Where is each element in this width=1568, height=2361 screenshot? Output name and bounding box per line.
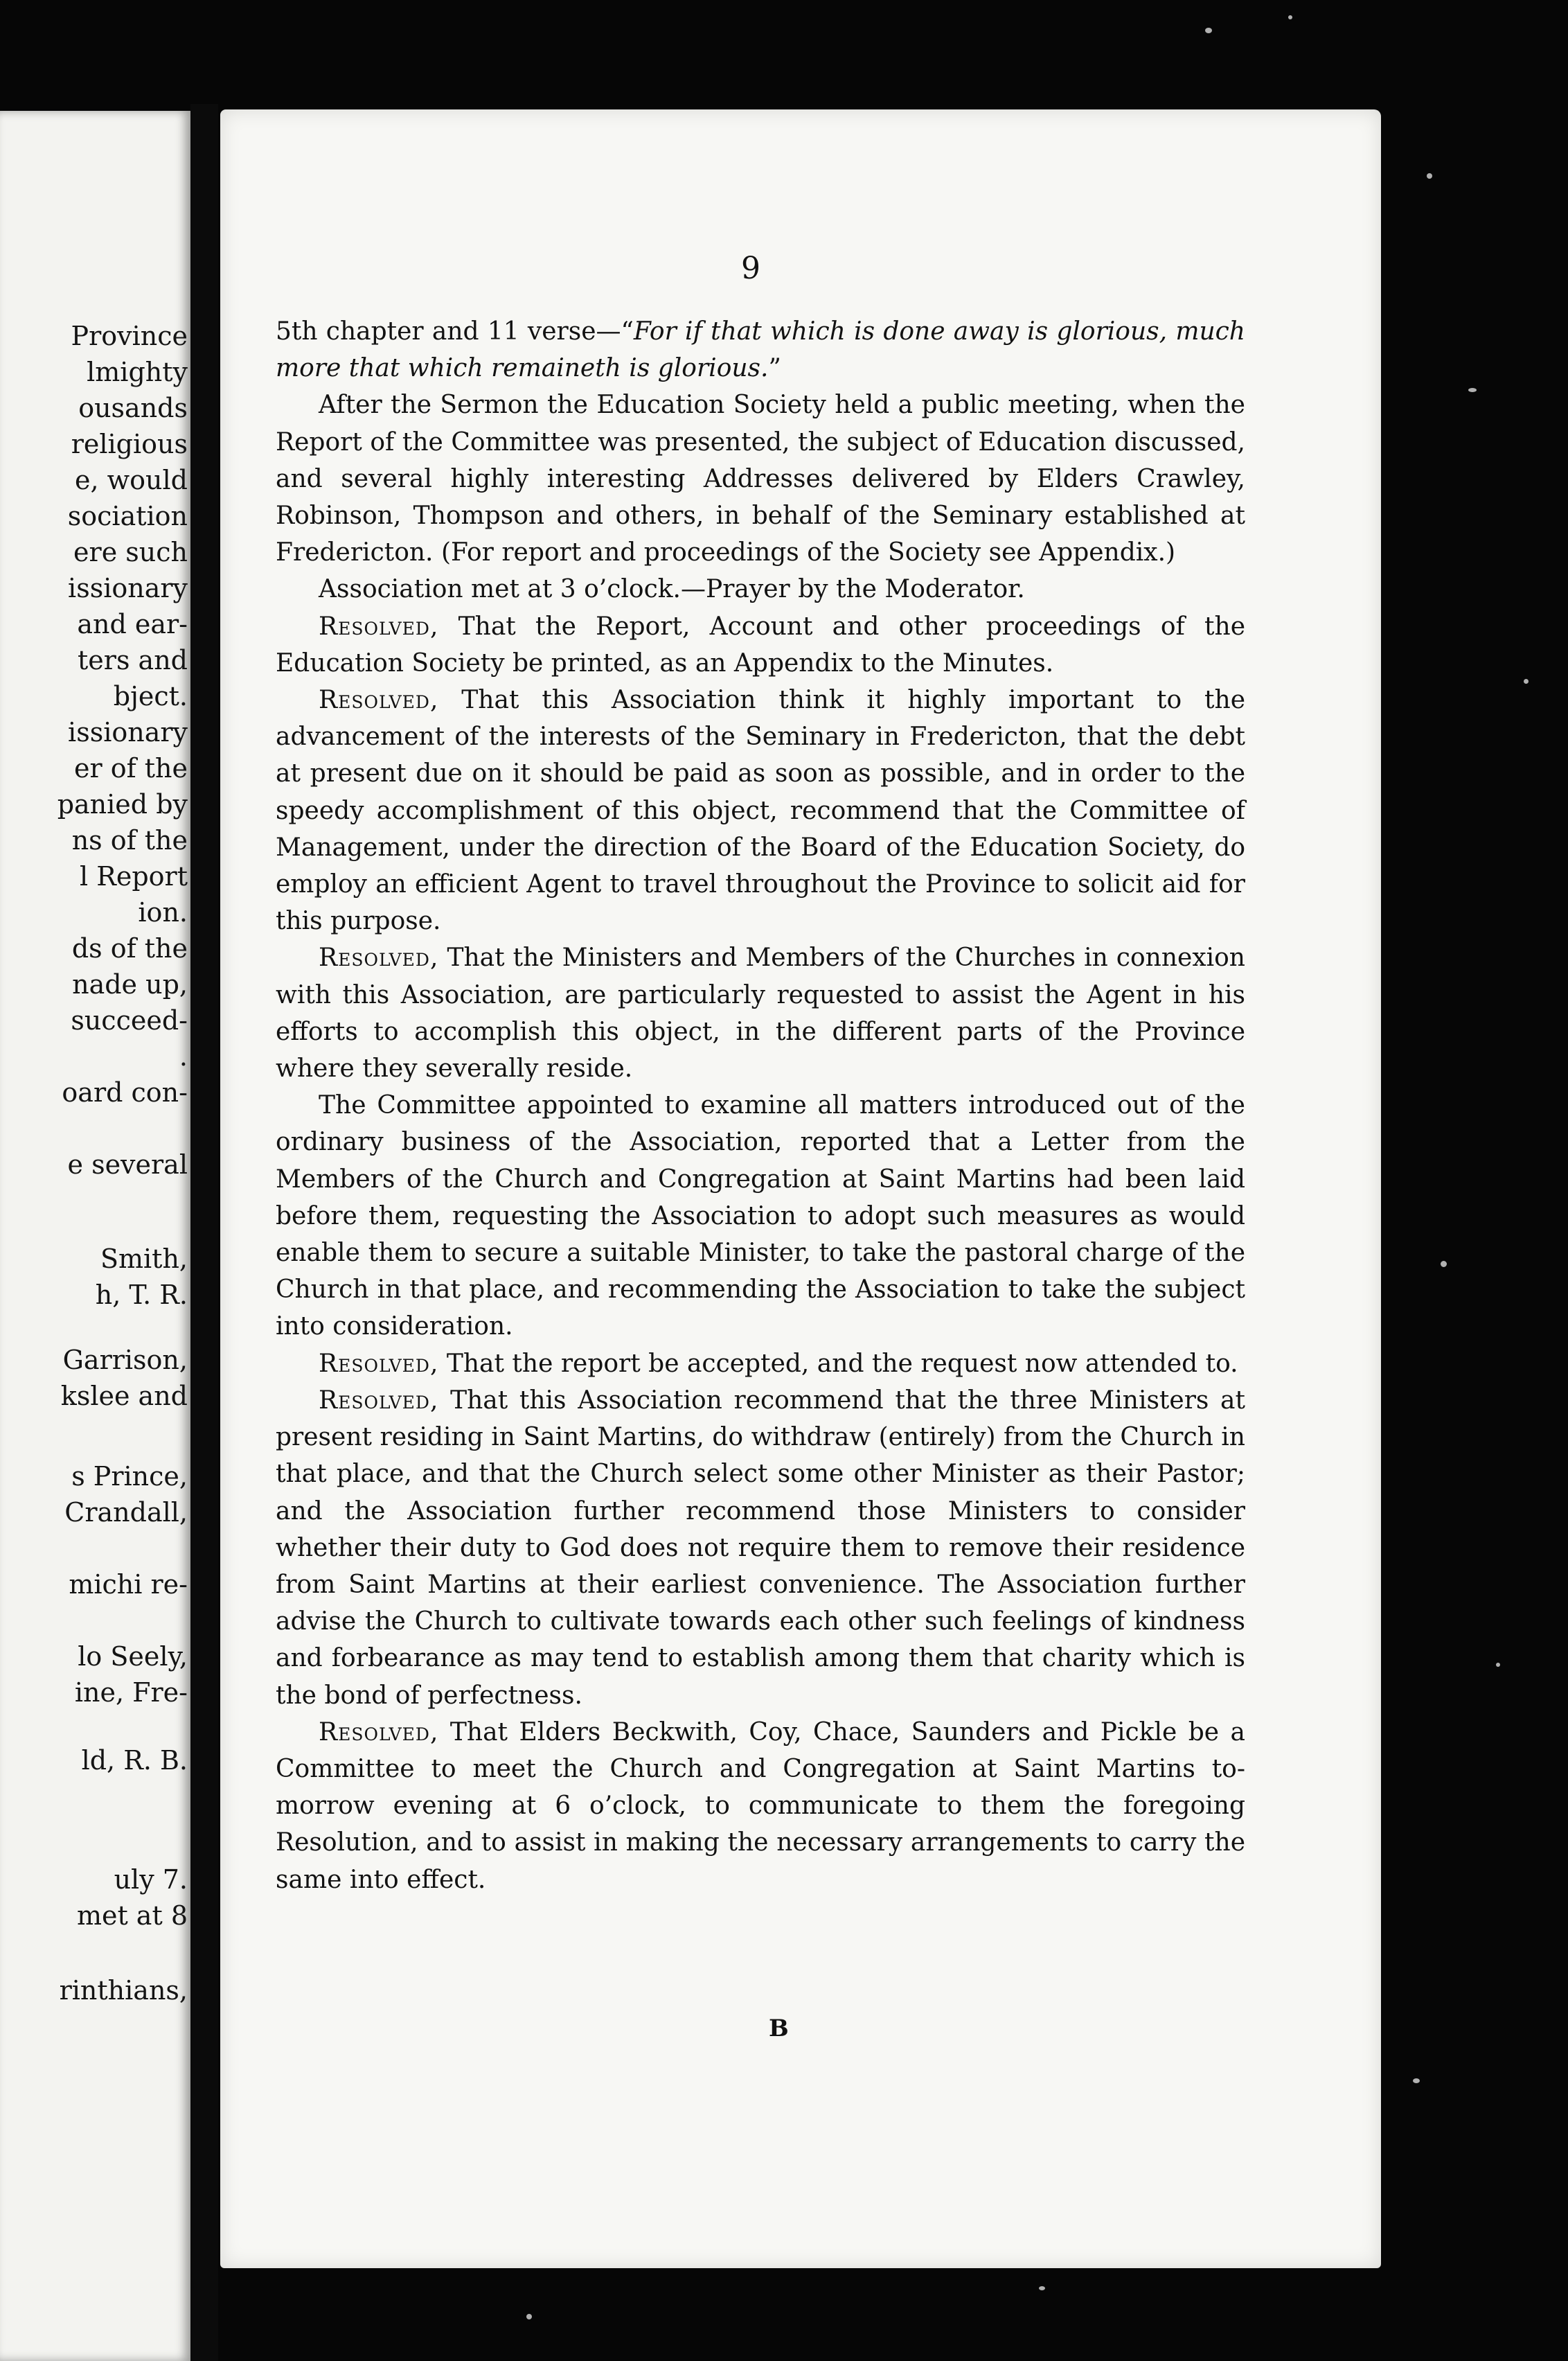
left-line: nade up, xyxy=(72,969,188,1000)
left-line: succeed- xyxy=(71,1005,188,1036)
left-line: . xyxy=(179,1041,188,1072)
signature-mark: B xyxy=(769,2015,789,2042)
left-line: michi re- xyxy=(69,1569,188,1600)
left-line: h, T. R. xyxy=(95,1280,188,1310)
left-line: issionary xyxy=(68,717,188,748)
dust-speck xyxy=(1496,1663,1500,1667)
resolution-accept-report: Resolved, That the report be accepted, and the request now attended to. xyxy=(319,1349,1238,1378)
left-line: ousands xyxy=(78,393,188,423)
left-line: rinthians, xyxy=(59,1975,188,2006)
left-line: Smith, xyxy=(100,1244,188,1274)
dust-speck xyxy=(526,2314,532,2319)
page-body xyxy=(276,313,1245,1898)
left-line: l Report xyxy=(80,861,188,892)
left-line: lo Seely, xyxy=(78,1641,188,1672)
left-line: religious xyxy=(71,429,188,459)
resolved-label: Resolved, xyxy=(319,1717,439,1747)
resolution-print-report: Resolved, That the Report, Account and other proceedings of the Education Society be printed, as an Appendix to the Minutes. xyxy=(276,612,1245,678)
left-line: ere such xyxy=(73,537,188,567)
paragraph-verse: 5th chapter and 11 verse—“For if that which is done away is glorious, much more that which remaineth is glorious.” xyxy=(276,317,1245,383)
dust-speck xyxy=(1413,2078,1420,2083)
left-line: ion. xyxy=(138,897,188,928)
dust-speck xyxy=(1468,388,1477,392)
left-line: Province xyxy=(71,321,188,351)
left-line: issionary xyxy=(68,573,188,603)
left-line: ds of the xyxy=(71,933,188,964)
scripture-quote: For if that which is done away is glorious, much more that which remaineth is glorious. xyxy=(276,317,1245,383)
left-line: e, would xyxy=(74,465,188,495)
resolution-seminary-debt: Resolved, That this Association think it highly important to the advancement of the interests of the Seminary in Fredericton, that the debt at present due on it should be paid as soon as possible, and in order to the speedy accomplishment of this object, recommend that the Committee of Management, under the direction of the Board of the Education Society, do employ an efficient Agent to travel throughout the Province to solicit aid for this purpose. xyxy=(276,686,1245,936)
dust-speck xyxy=(1427,173,1432,179)
dust-speck xyxy=(1524,679,1529,684)
resolution-saint-martins-ministers: Resolved, That this Association recommend that the three Ministers at present residing in Saint Martins, do withdraw (entirely) from the Church in that place, and that the Church select some other Minister as their Pastor; and the Association further recommend those Ministers to consider whether their duty to God does not require them to remove their residence from Saint Martins at their earliest convenience. The Association further advise the Church to cultivate towards each other such feelings of kindness and forbearance as may tend to establish among them that charity which is the bond of perfectness. xyxy=(276,1386,1245,1710)
book-gutter xyxy=(190,104,218,2361)
dust-speck xyxy=(1205,28,1212,33)
dust-speck xyxy=(1441,1261,1447,1267)
resolved-label: Resolved, xyxy=(319,686,439,715)
left-line: uly 7. xyxy=(114,1864,188,1895)
left-line: oard con- xyxy=(62,1077,188,1108)
dust-speck xyxy=(1288,15,1292,19)
left-line: Garrison, xyxy=(62,1345,188,1375)
previous-page-edge xyxy=(0,111,190,2361)
left-line: s Prince, xyxy=(71,1461,188,1492)
left-line: panied by xyxy=(57,789,188,820)
left-line: ters and xyxy=(78,645,188,675)
resolved-label: Resolved, xyxy=(319,944,439,973)
left-line: and ear- xyxy=(77,609,188,639)
left-line: lmighty xyxy=(87,357,188,387)
left-line: er of the xyxy=(74,753,188,784)
page-number: 9 xyxy=(741,251,760,286)
resolution-assist-agent: Resolved, That the Ministers and Members of the Churches in connexion with this Association, are particularly requested to assist the Agent in his efforts to accomplish this object, in the different parts of the Province where they severally reside. xyxy=(276,944,1245,1084)
left-line: ld, R. B. xyxy=(81,1745,188,1776)
left-line: kslee and xyxy=(60,1381,188,1411)
left-line: ine, Fre- xyxy=(74,1677,188,1708)
paragraph-education-society: After the Sermon the Education Society held a public meeting, when the Report of the Committee was presented, the subject of Education discussed, and several highly interesting Addresses delivered by Elders Crawley, Robinson, Thompson and others, in behalf of the Seminary established at Fredericton. (For report and proceedings of the Society see Appendix.) xyxy=(276,391,1245,567)
left-line: ns of the xyxy=(71,825,188,856)
left-line: sociation xyxy=(67,501,188,531)
left-line: e several xyxy=(67,1149,188,1180)
resolved-label: Resolved, xyxy=(319,1349,439,1378)
paragraph-afternoon-session: Association met at 3 o’clock.—Prayer by the Moderator. xyxy=(319,575,1025,604)
paragraph-committee-report: The Committee appointed to examine all matters introduced out of the ordinary business of the Association, reported that a Letter from the Members of the Church and Congregation at Saint Martins had been laid before them, requesting the Association to adopt such measures as would enable them to secure a suitable Minister, to take the pastoral charge of the Church in that place, and recommending the Association to take the subject into consideration. xyxy=(276,1091,1245,1341)
resolved-label: Resolved, xyxy=(319,612,439,641)
resolution-committee-appointed: Resolved, That Elders Beckwith, Coy, Chace, Saunders and Pickle be a Committee to meet the Church and Congregation at Saint Martins to-morrow evening at 6 o’clock, to communicate to them the foregoing Resolution, and to assist in making the necessary arrangements to carry the same into effect. xyxy=(276,1717,1245,1894)
dust-speck xyxy=(1039,2286,1045,2290)
left-line: bject. xyxy=(113,681,188,711)
left-line: Crandall, xyxy=(64,1497,188,1528)
resolved-label: Resolved, xyxy=(319,1386,439,1415)
left-line: met at 8 xyxy=(76,1900,188,1931)
